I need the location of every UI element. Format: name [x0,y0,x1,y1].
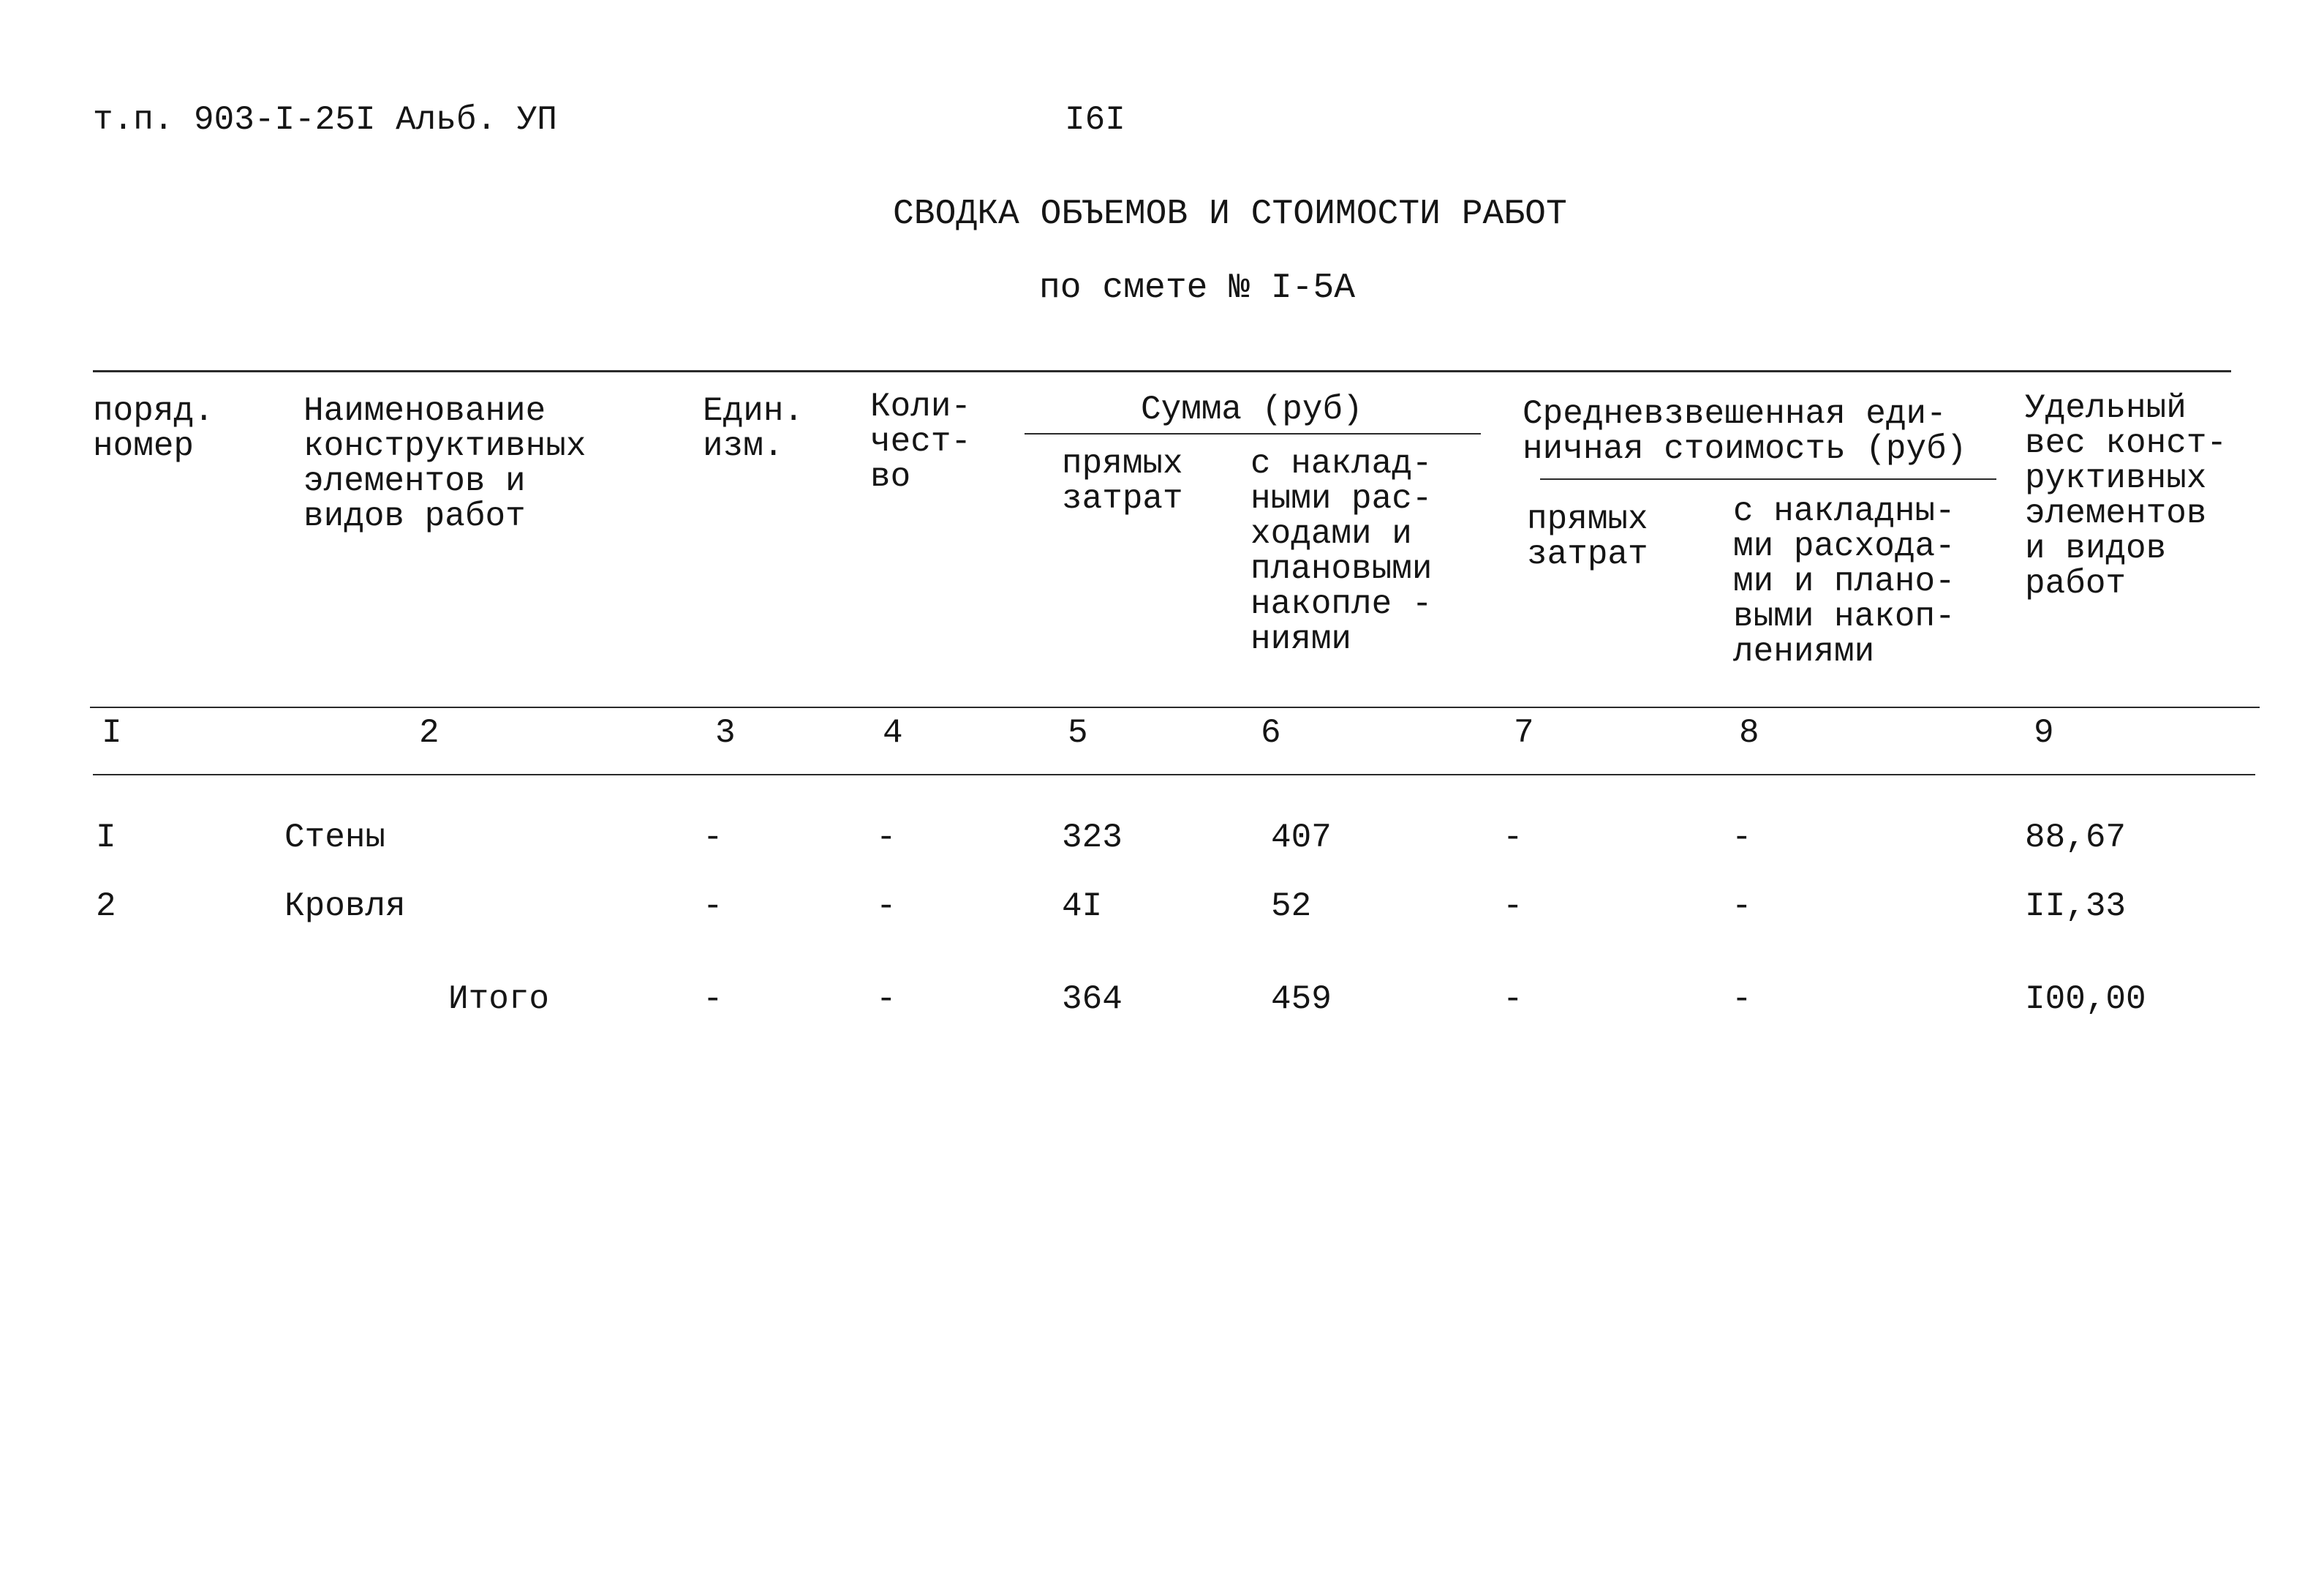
total-sum-direct: 364 [1062,980,1123,1018]
document-reference: т.п. 903-I-25I Альб. УП [93,101,557,139]
row-element-name: Кровля [284,887,406,925]
average-group-rule [1540,478,1996,480]
header-order-number: поряд. номер [93,392,214,465]
total-label: Итого [448,980,550,1018]
row-sum-direct: 4I [1062,887,1103,925]
row-element-name: Стены [284,819,386,857]
column-number: 4 [883,714,903,752]
column-number: 5 [1068,714,1088,752]
table-top-rule [93,370,2231,372]
total-average-direct: - [1503,980,1523,1018]
row-specific-weight: 88,67 [2025,819,2127,857]
column-number: 2 [419,714,439,752]
total-specific-weight: I00,00 [2025,980,2146,1018]
row-unit: - [703,819,723,857]
row-specific-weight: II,33 [2025,887,2127,925]
column-number: 8 [1739,714,1759,752]
row-average-direct: - [1503,887,1523,925]
column-numbers-bottom-rule [93,774,2255,775]
header-sum-direct: прямых затрат [1062,445,1183,518]
header-average-group: Средневзвешенная еди- ничная стоимость (руб) [1523,395,1967,468]
header-sum-overhead: с наклад- ными рас- ходами и плановыми накопле - ниями [1250,445,1433,658]
row-average-overhead: - [1732,819,1752,857]
sum-group-rule [1025,433,1481,435]
row-number: 2 [96,887,116,925]
row-sum-direct: 323 [1062,819,1123,857]
document-title: СВОДКА ОБЪЕМОВ И СТОИМОСТИ РАБОТ [893,195,1567,234]
row-quantity: - [876,887,897,925]
total-average-overhead: - [1732,980,1752,1018]
total-unit: - [703,980,723,1018]
page-number: I6I [1065,101,1125,139]
column-number: 7 [1514,714,1534,752]
column-number: 9 [2034,714,2054,752]
row-quantity: - [876,819,897,857]
row-average-overhead: - [1732,887,1752,925]
column-number: I [102,714,122,752]
header-quantity: Коли- чест- во [870,388,972,496]
row-unit: - [703,887,723,925]
column-number: 3 [715,714,736,752]
row-sum-overhead: 52 [1271,887,1312,925]
header-specific-weight: Удельный вес конст- руктивных элементов и видов работ [2025,389,2227,603]
header-unit: Един. изм. [703,392,804,465]
total-sum-overhead: 459 [1271,980,1332,1018]
column-numbers-top-rule [90,707,2260,708]
header-sum-group: Сумма (руб) [1141,391,1363,429]
header-average-overhead: с накладны- ми расхода- ми и плано- выми накоп- лениями [1733,492,1955,671]
header-element-name: Наименование конструктивных элементов и видов работ [303,392,586,535]
row-number: I [96,819,116,857]
row-average-direct: - [1503,819,1523,857]
document-subtitle: по смете № I-5А [1039,268,1356,308]
total-quantity: - [876,980,897,1018]
header-average-direct: прямых затрат [1527,500,1648,573]
row-sum-overhead: 407 [1271,819,1332,857]
column-number: 6 [1261,714,1281,752]
